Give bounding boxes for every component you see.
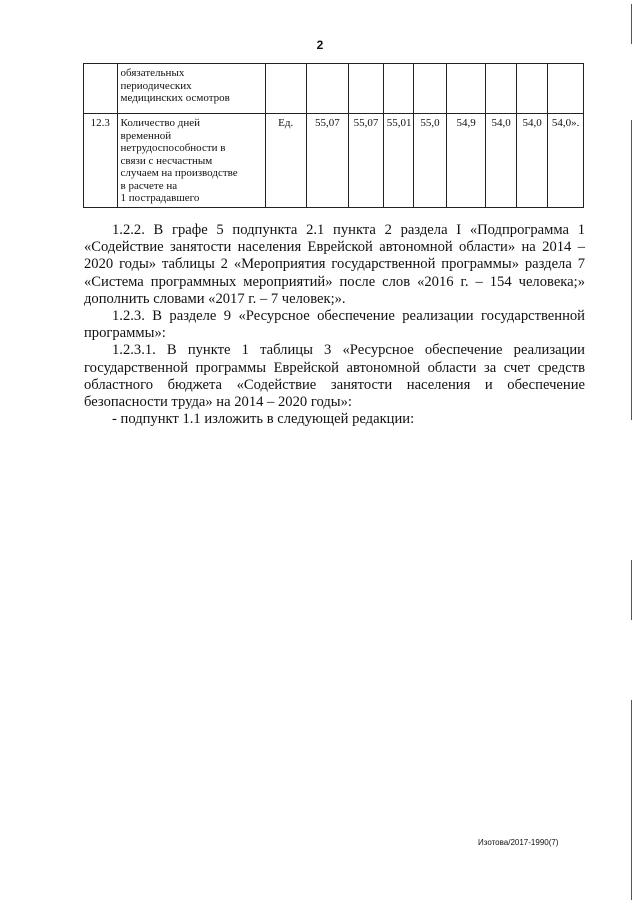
indicator-text-line: нетрудоспособности в xyxy=(120,142,226,154)
value-cell xyxy=(414,64,447,114)
page-number: 2 xyxy=(316,38,324,52)
indicator-name-cell xyxy=(117,64,265,114)
scan-edge-line xyxy=(631,560,632,620)
indicator-text-line: медицинских осмотров xyxy=(120,92,230,104)
scan-edge-line xyxy=(631,120,632,420)
value-cell xyxy=(349,64,384,114)
value-cell: 54,0 xyxy=(486,114,516,208)
indicator-text-line: обязательных xyxy=(120,67,185,79)
footer-note: Изотова/2017-1990(7) xyxy=(478,838,559,847)
row-number-cell xyxy=(84,64,118,114)
value-cell: 54,0 xyxy=(516,114,548,208)
value-cell: 55,0 xyxy=(414,114,447,208)
value-cell: 55,01 xyxy=(383,114,413,208)
indicator-text-line: 1 пострадавшего xyxy=(120,192,200,204)
unit-cell xyxy=(265,64,306,114)
row-number-cell: 12.3 xyxy=(84,114,118,208)
table-row xyxy=(84,114,584,208)
indicator-text-line: в расчете на xyxy=(120,179,178,192)
value-cell xyxy=(383,64,413,114)
document-body xyxy=(84,222,585,428)
paragraph: - подпункт 1.1 изложить в следующей редакции: xyxy=(112,411,415,428)
indicator-text-line: Количество дней xyxy=(120,117,201,129)
indicator-text-line: временной xyxy=(120,129,172,142)
paragraph: 1.2.3. В разделе 9 «Ресурсное обеспечение реализации государственной программы»: xyxy=(84,308,585,342)
paragraph: 1.2.2. В графе 5 подпункта 2.1 пункта 2 раздела I «Подпрограмма 1 «Содействие занятости населения Еврейской автономной области» на 2014 – 2020 годы» таблицы 2 «Мероприятия государственной программы» раздела 7 «Система программных мероприятий» после слов «2016 г. – 154 человека;» дополнить словами «2017 г. – 7 человек;». xyxy=(84,222,585,307)
table-row xyxy=(84,64,584,114)
value-cell xyxy=(306,64,349,114)
value-cell xyxy=(486,64,516,114)
paragraph: 1.2.3.1. В пункте 1 таблицы 3 «Ресурсное обеспечение реализации государственной программы Еврейской автономной области за счет средств областного бюджета «Содействие занятости населения и обеспечение безопасности труда» на 2014 – 2020 годы»: xyxy=(84,342,585,411)
value-cell: 54,0». xyxy=(548,114,584,208)
unit-cell: Ед. xyxy=(265,114,306,208)
indicator-text-line: периодических xyxy=(120,79,192,92)
value-cell xyxy=(548,64,584,114)
value-cell: 55,07 xyxy=(306,114,349,208)
value-cell: 54,9 xyxy=(446,114,486,208)
scan-edge-line xyxy=(631,700,632,900)
value-cell: 55,07 xyxy=(349,114,384,208)
indicator-name-cell xyxy=(117,114,265,208)
indicator-text-line: случаем на производстве xyxy=(120,167,238,179)
value-cell xyxy=(446,64,486,114)
scan-edge-line xyxy=(631,4,632,44)
indicator-text-line: связи с несчастным xyxy=(120,154,213,167)
indicator-table xyxy=(83,63,584,208)
value-cell xyxy=(516,64,548,114)
